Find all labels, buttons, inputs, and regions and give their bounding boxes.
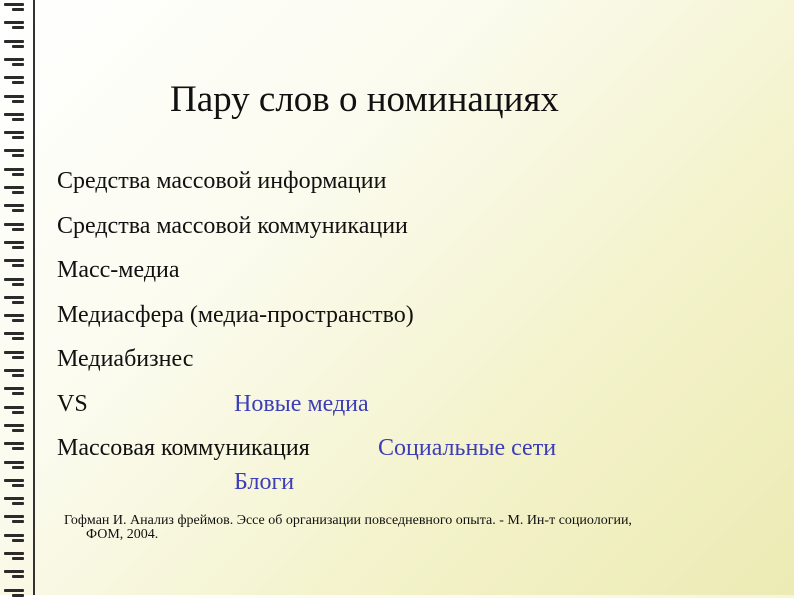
binding-ring: [4, 589, 24, 598]
binding-ring: [4, 131, 24, 140]
binding-ring: [4, 406, 24, 415]
binding-ring: [4, 241, 24, 250]
binding-ring: [4, 40, 24, 49]
binding-ring: [4, 259, 24, 268]
binding-ring: [4, 369, 24, 378]
vs-label: VS: [57, 391, 88, 417]
binding-ring: [4, 351, 24, 360]
list-item: Масс-медиа: [57, 257, 180, 283]
reference-line-2: ФОМ, 2004.: [86, 527, 159, 542]
spiral-binding-icon: [0, 0, 34, 595]
binding-ring: [4, 168, 24, 177]
binding-ring: [4, 76, 24, 85]
binding-ring: [4, 204, 24, 213]
binding-ring: [4, 149, 24, 158]
binding-ring: [4, 113, 24, 122]
binding-ring: [4, 442, 24, 451]
blogs-term: Блоги: [234, 469, 295, 495]
binding-ring: [4, 95, 24, 104]
binding-line: [33, 0, 35, 595]
binding-ring: [4, 552, 24, 561]
slide-title: Пару слов о номинациях: [170, 79, 559, 120]
binding-ring: [4, 332, 24, 341]
list-item: Медиасфера (медиа-пространство): [57, 302, 414, 328]
list-item: Медиабизнес: [57, 346, 194, 372]
list-item: Средства массовой информации: [57, 168, 387, 194]
binding-ring: [4, 479, 24, 488]
binding-ring: [4, 461, 24, 470]
list-item: Средства массовой коммуникации: [57, 213, 408, 239]
reference-line-1: Гофман И. Анализ фреймов. Эссе об организации повседневного опыта. - М. Ин-т социологии,: [64, 513, 632, 528]
binding-ring: [4, 497, 24, 506]
binding-ring: [4, 186, 24, 195]
binding-ring: [4, 387, 24, 396]
binding-ring: [4, 3, 24, 12]
binding-ring: [4, 534, 24, 543]
list-item: Массовая коммуникация: [57, 435, 310, 461]
binding-ring: [4, 21, 24, 30]
binding-ring: [4, 278, 24, 287]
social-networks-term: Социальные сети: [378, 435, 557, 461]
binding-ring: [4, 424, 24, 433]
new-media-term: Новые медиа: [234, 391, 369, 417]
binding-ring: [4, 58, 24, 67]
binding-ring: [4, 515, 24, 524]
binding-ring: [4, 223, 24, 232]
binding-ring: [4, 570, 24, 579]
binding-ring: [4, 314, 24, 323]
binding-ring: [4, 296, 24, 305]
